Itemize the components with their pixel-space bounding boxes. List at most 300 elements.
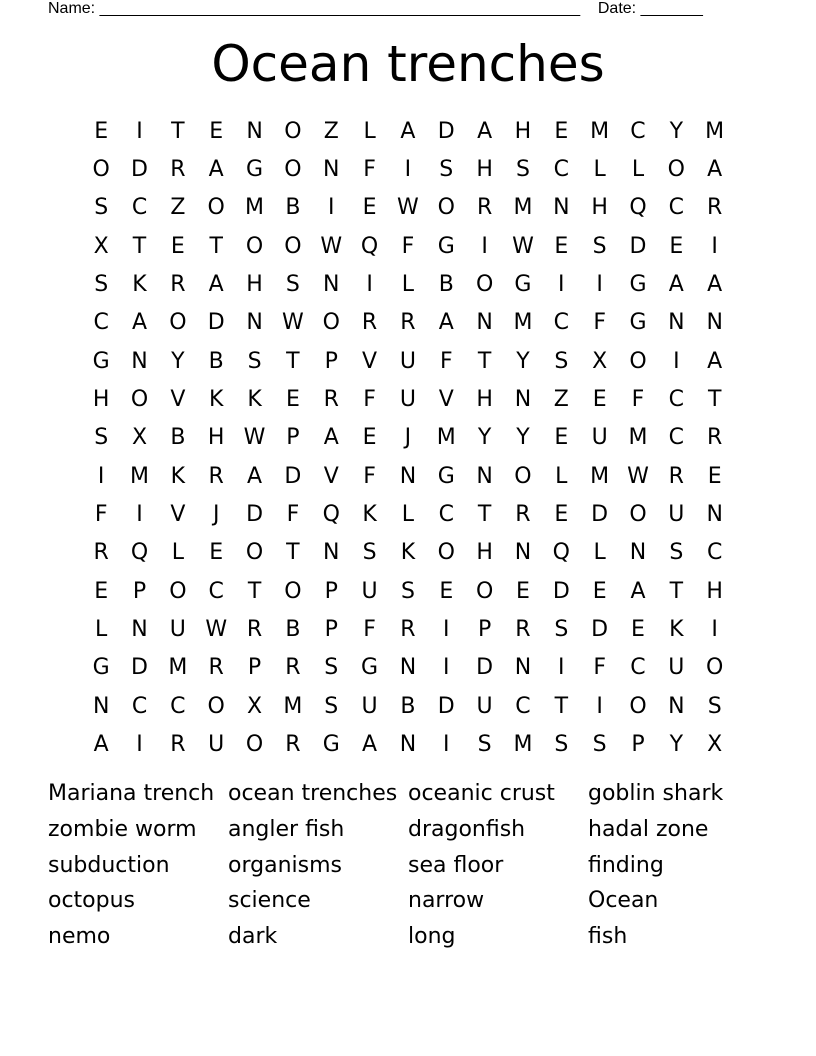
- grid-letter: P: [324, 348, 338, 374]
- grid-letter: R: [361, 310, 378, 336]
- grid-letter: G: [246, 157, 264, 183]
- grid-letter: R: [170, 272, 186, 298]
- date-field-label[interactable]: Date: _______: [597, 0, 703, 17]
- grid-letter: C: [668, 387, 685, 413]
- grid-letter: O: [284, 118, 302, 144]
- grid-letter: L: [631, 157, 645, 183]
- word-list-item: subduction: [48, 852, 170, 878]
- grid-letter: L: [555, 463, 568, 489]
- grid-letter: Y: [516, 348, 530, 374]
- word-list-item: narrow: [408, 888, 485, 914]
- grid-letter: F: [401, 233, 415, 259]
- grid-letter: E: [592, 387, 607, 413]
- grid-letter: R: [208, 463, 224, 489]
- grid-letter: H: [207, 425, 225, 451]
- grid-letter: W: [205, 617, 228, 643]
- grid-letter: R: [93, 540, 109, 566]
- grid-letter: T: [477, 348, 492, 374]
- grid-letter: P: [286, 425, 300, 451]
- grid-letter: F: [439, 348, 453, 374]
- word-list-item: sea floor: [408, 852, 504, 878]
- grid-letter: C: [93, 310, 109, 336]
- grid-letter: S: [247, 348, 262, 374]
- grid-letter: E: [209, 540, 224, 566]
- grid-letter: J: [404, 425, 412, 451]
- grid-letter: Q: [130, 540, 149, 566]
- grid-letter: W: [627, 463, 649, 489]
- grid-letter: N: [246, 118, 263, 144]
- grid-letter: O: [130, 387, 149, 413]
- grid-letter: G: [629, 310, 647, 336]
- grid-letter: N: [323, 540, 340, 566]
- grid-letter: N: [246, 310, 263, 336]
- grid-letter: I: [443, 617, 450, 643]
- grid-letter: S: [554, 617, 569, 643]
- grid-letter: D: [591, 502, 609, 528]
- grid-letter: S: [592, 732, 607, 758]
- grid-letter: H: [591, 195, 608, 221]
- grid-letter: Q: [322, 502, 340, 528]
- grid-letter: I: [136, 118, 143, 144]
- grid-letter: R: [707, 195, 723, 221]
- grid-letter: E: [285, 387, 300, 413]
- grid-letter: M: [705, 118, 725, 144]
- grid-letter: B: [208, 348, 224, 374]
- grid-letter: F: [593, 655, 606, 681]
- page-title: Ocean trenches: [211, 35, 605, 93]
- grid-letter: E: [362, 425, 377, 451]
- grid-letter: D: [552, 578, 570, 604]
- grid-row: [82, 726, 734, 764]
- grid-letter: A: [477, 118, 493, 144]
- grid-letter: H: [246, 272, 263, 298]
- grid-letter: U: [591, 425, 608, 451]
- grid-letter: T: [554, 693, 569, 719]
- grid-letter: O: [475, 578, 494, 604]
- grid-letter: T: [477, 502, 492, 528]
- grid-letter: G: [322, 732, 340, 758]
- grid-letter: A: [247, 463, 263, 489]
- grid-letter: D: [437, 118, 455, 144]
- grid-letter: X: [93, 233, 109, 259]
- grid-letter: S: [94, 425, 109, 451]
- grid-letter: W: [243, 425, 266, 451]
- grid-letter: N: [514, 655, 532, 681]
- grid-letter: R: [170, 157, 186, 183]
- grid-letter: O: [667, 157, 685, 183]
- grid-letter: C: [438, 502, 454, 528]
- grid-row: [82, 687, 734, 725]
- word-list-item: organisms: [228, 852, 342, 878]
- grid-letter: P: [477, 617, 492, 643]
- grid-letter: N: [399, 463, 417, 489]
- grid-letter: G: [361, 655, 379, 681]
- grid-letter: I: [136, 732, 143, 758]
- grid-letter: Z: [553, 387, 569, 413]
- grid-letter: U: [361, 578, 378, 604]
- word-list-item: long: [408, 924, 456, 950]
- grid-letter: R: [400, 617, 416, 643]
- grid-letter: M: [283, 693, 303, 719]
- grid-letter: N: [92, 693, 110, 719]
- word-list-item: Mariana trench: [48, 781, 215, 806]
- grid-letter: C: [553, 310, 569, 336]
- grid-letter: C: [668, 425, 685, 451]
- grid-letter: K: [170, 463, 186, 489]
- grid-letter: I: [596, 693, 603, 719]
- grid-letter: I: [558, 655, 565, 681]
- grid-letter: S: [707, 693, 722, 719]
- grid-letter: W: [397, 195, 419, 221]
- grid-letter: Y: [477, 425, 492, 451]
- grid-row: [82, 419, 734, 457]
- grid-letter: T: [171, 118, 185, 144]
- grid-letter: R: [285, 732, 301, 758]
- grid-letter: N: [131, 348, 148, 374]
- grid-letter: R: [246, 617, 263, 643]
- grid-letter: I: [366, 272, 373, 298]
- word-list-item: zombie worm: [48, 816, 197, 842]
- grid-letter: I: [443, 732, 450, 758]
- grid-letter: U: [208, 732, 225, 758]
- grid-letter: Y: [669, 118, 684, 144]
- grid-letter: N: [131, 617, 148, 643]
- grid-letter: O: [284, 157, 302, 183]
- grid-letter: R: [668, 463, 684, 489]
- grid-letter: O: [92, 157, 110, 183]
- grid-letter: S: [477, 732, 492, 758]
- grid-letter: O: [245, 540, 264, 566]
- grid-letter: O: [629, 693, 647, 719]
- grid-letter: U: [399, 387, 416, 413]
- grid-letter: O: [169, 310, 187, 336]
- grid-letter: G: [629, 272, 647, 298]
- grid-letter: F: [363, 157, 376, 183]
- grid-letter: S: [285, 272, 300, 298]
- grid-letter: C: [131, 195, 148, 221]
- grid-row: [82, 610, 734, 648]
- grid-row: [82, 189, 734, 227]
- grid-letter: I: [711, 617, 718, 643]
- grid-letter: H: [92, 387, 110, 413]
- grid-letter: I: [136, 502, 143, 528]
- grid-row: [82, 649, 734, 687]
- grid-letter: N: [399, 655, 417, 681]
- grid-letter: L: [401, 502, 415, 528]
- grid-letter: D: [207, 310, 225, 336]
- grid-letter: A: [400, 118, 416, 144]
- grid-letter: O: [207, 195, 225, 221]
- grid-letter: K: [132, 272, 147, 298]
- grid-letter: O: [706, 655, 724, 681]
- grid-letter: S: [324, 655, 339, 681]
- grid-letter: N: [706, 502, 723, 528]
- grid-letter: Q: [552, 540, 570, 566]
- grid-letter: N: [514, 540, 532, 566]
- grid-letter: W: [320, 233, 343, 259]
- grid-letter: A: [208, 272, 224, 298]
- grid-letter: F: [286, 502, 300, 528]
- grid-letter: C: [515, 693, 531, 719]
- grid-letter: O: [322, 310, 340, 336]
- word-list-item: dragonfish: [408, 816, 526, 842]
- grid-letter: O: [629, 502, 647, 528]
- grid-letter: A: [707, 348, 723, 374]
- grid-letter: I: [711, 233, 718, 259]
- word-list-item: angler fish: [228, 816, 345, 842]
- grid-letter: S: [439, 157, 454, 183]
- grid-letter: A: [93, 732, 109, 758]
- grid-letter: S: [554, 348, 569, 374]
- grid-letter: T: [286, 348, 300, 374]
- grid-row: [82, 304, 734, 342]
- grid-letter: M: [513, 732, 533, 758]
- grid-letter: T: [286, 540, 300, 566]
- grid-letter: R: [323, 387, 339, 413]
- grid-letter: O: [169, 578, 187, 604]
- grid-letter: O: [437, 195, 455, 221]
- grid-letter: E: [554, 233, 569, 259]
- grid-letter: E: [554, 502, 569, 528]
- grid-letter: G: [514, 272, 532, 298]
- grid-letter: H: [476, 157, 493, 183]
- grid-letter: P: [132, 578, 147, 604]
- grid-letter: L: [593, 157, 606, 183]
- grid-letter: S: [669, 540, 684, 566]
- grid-letter: L: [593, 540, 606, 566]
- grid-letter: P: [247, 655, 262, 681]
- grid-letter: R: [476, 195, 493, 221]
- grid-letter: D: [591, 617, 609, 643]
- grid-letter: A: [707, 157, 723, 183]
- grid-letter: O: [245, 233, 264, 259]
- grid-letter: E: [592, 578, 607, 604]
- word-list-item: ocean trenches: [228, 781, 398, 806]
- grid-letter: X: [707, 732, 723, 758]
- grid-letter: N: [323, 157, 340, 183]
- grid-letter: E: [631, 617, 645, 643]
- grid-letter: K: [208, 387, 224, 413]
- grid-letter: B: [438, 272, 454, 298]
- grid-letter: I: [596, 272, 603, 298]
- word-list-item: octopus: [48, 888, 136, 914]
- grid-letter: Z: [323, 118, 339, 144]
- word-list-item: Ocean: [588, 888, 659, 914]
- grid-letter: D: [284, 463, 302, 489]
- grid-letter: R: [208, 655, 224, 681]
- grid-letter: N: [514, 387, 532, 413]
- grid-letter: R: [707, 425, 723, 451]
- grid-letter: S: [592, 233, 607, 259]
- grid-letter: D: [437, 693, 455, 719]
- grid-letter: C: [131, 693, 148, 719]
- grid-letter: R: [170, 732, 186, 758]
- grid-letter: M: [436, 425, 456, 451]
- grid-row: [82, 572, 734, 610]
- grid-letter: I: [404, 157, 412, 183]
- grid-letter: F: [593, 310, 606, 336]
- grid-letter: N: [399, 732, 417, 758]
- grid-letter: F: [94, 502, 108, 528]
- grid-letter: V: [170, 387, 186, 413]
- grid-letter: X: [247, 693, 263, 719]
- grid-letter: C: [630, 118, 646, 144]
- grid-letter: N: [706, 310, 723, 336]
- grid-letter: L: [95, 617, 108, 643]
- word-list-item: finding: [588, 852, 664, 878]
- grid-letter: S: [324, 693, 339, 719]
- grid-letter: N: [668, 310, 685, 336]
- grid-letter: E: [94, 118, 109, 144]
- grid-letter: Z: [170, 195, 186, 221]
- grid-letter: W: [512, 233, 534, 259]
- grid-letter: G: [437, 463, 455, 489]
- word-list-item: science: [228, 888, 311, 914]
- grid-letter: F: [631, 387, 645, 413]
- grid-letter: C: [553, 157, 569, 183]
- grid-row: [82, 495, 734, 533]
- grid-letter: P: [324, 617, 338, 643]
- word-list-item: fish: [588, 924, 628, 950]
- grid-letter: Q: [360, 233, 379, 259]
- grid-letter: S: [94, 195, 109, 221]
- grid-letter: B: [400, 693, 416, 719]
- grid-letter: M: [168, 655, 188, 681]
- grid-row: [82, 534, 734, 572]
- grid-letter: E: [554, 425, 569, 451]
- grid-row: [82, 342, 734, 380]
- word-list-item: hadal zone: [588, 816, 709, 842]
- grid-letter: I: [673, 348, 680, 374]
- grid-letter: F: [363, 617, 376, 643]
- grid-row: [82, 112, 734, 150]
- grid-letter: N: [476, 310, 493, 336]
- grid-row: [82, 227, 734, 265]
- grid-letter: L: [401, 272, 415, 298]
- grid-letter: B: [285, 617, 301, 643]
- grid-letter: S: [515, 157, 530, 183]
- letter-grid: [82, 112, 734, 764]
- grid-letter: H: [706, 578, 723, 604]
- grid-letter: T: [209, 233, 223, 259]
- grid-letter: O: [207, 693, 225, 719]
- grid-letter: D: [476, 655, 494, 681]
- grid-letter: E: [439, 578, 454, 604]
- grid-letter: H: [476, 540, 493, 566]
- grid-letter: K: [400, 540, 416, 566]
- grid-letter: O: [514, 463, 532, 489]
- grid-letter: A: [323, 425, 339, 451]
- grid-letter: N: [323, 272, 340, 298]
- grid-letter: C: [208, 578, 224, 604]
- grid-letter: H: [514, 118, 532, 144]
- grid-letter: B: [170, 425, 186, 451]
- grid-letter: E: [554, 118, 569, 144]
- grid-letter: S: [94, 272, 109, 298]
- grid-letter: D: [629, 233, 647, 259]
- grid-letter: G: [92, 655, 110, 681]
- grid-letter: G: [92, 348, 110, 374]
- grid-letter: O: [284, 578, 302, 604]
- grid-letter: I: [97, 463, 105, 489]
- grid-letter: R: [400, 310, 416, 336]
- grid-letter: P: [631, 732, 645, 758]
- grid-letter: M: [590, 118, 610, 144]
- grid-letter: J: [212, 502, 220, 528]
- grid-letter: T: [132, 233, 147, 259]
- grid-letter: O: [245, 732, 264, 758]
- grid-letter: M: [628, 425, 648, 451]
- grid-letter: U: [668, 655, 685, 681]
- grid-letter: U: [668, 502, 685, 528]
- grid-letter: K: [669, 617, 684, 643]
- grid-letter: E: [94, 578, 109, 604]
- grid-letter: A: [630, 578, 646, 604]
- word-list: [48, 776, 768, 955]
- grid-letter: C: [630, 655, 646, 681]
- grid-letter: R: [285, 655, 301, 681]
- grid-letter: Y: [516, 425, 530, 451]
- grid-letter: R: [515, 502, 531, 528]
- grid-letter: A: [438, 310, 454, 336]
- grid-letter: E: [669, 233, 684, 259]
- grid-letter: O: [475, 272, 494, 298]
- grid-row: [82, 457, 734, 495]
- word-list-item: goblin shark: [588, 781, 724, 806]
- grid-letter: M: [590, 463, 610, 489]
- grid-letter: A: [208, 157, 224, 183]
- grid-letter: I: [558, 272, 565, 298]
- grid-letter: N: [668, 693, 685, 719]
- grid-row: [82, 265, 734, 303]
- grid-letter: I: [327, 195, 335, 221]
- grid-letter: A: [707, 272, 723, 298]
- grid-letter: C: [170, 693, 186, 719]
- grid-letter: E: [170, 233, 185, 259]
- grid-letter: S: [400, 578, 415, 604]
- grid-letter: E: [707, 463, 722, 489]
- word-list-item: nemo: [48, 924, 111, 950]
- grid-letter: S: [554, 732, 569, 758]
- grid-letter: D: [131, 157, 148, 183]
- grid-letter: M: [513, 310, 533, 336]
- grid-letter: N: [476, 463, 493, 489]
- grid-letter: F: [363, 387, 376, 413]
- grid-letter: E: [209, 118, 224, 144]
- grid-letter: Q: [629, 195, 647, 221]
- grid-letter: Y: [171, 348, 185, 374]
- grid-letter: A: [362, 732, 378, 758]
- grid-letter: O: [629, 348, 647, 374]
- grid-letter: D: [131, 655, 148, 681]
- grid-letter: U: [169, 617, 186, 643]
- grid-letter: Y: [669, 732, 684, 758]
- grid-letter: N: [629, 540, 647, 566]
- grid-letter: K: [362, 502, 377, 528]
- name-field-label[interactable]: Name: ______________________________________________________: [48, 0, 581, 17]
- grid-letter: A: [668, 272, 684, 298]
- grid-letter: X: [131, 425, 148, 451]
- word-list-item: dark: [228, 924, 278, 950]
- grid-letter: O: [437, 540, 455, 566]
- grid-row: [82, 150, 734, 188]
- grid-letter: M: [245, 195, 265, 221]
- grid-letter: L: [363, 118, 376, 144]
- grid-letter: U: [361, 693, 378, 719]
- grid-letter: E: [362, 195, 377, 221]
- grid-letter: L: [171, 540, 184, 566]
- grid-letter: N: [553, 195, 570, 221]
